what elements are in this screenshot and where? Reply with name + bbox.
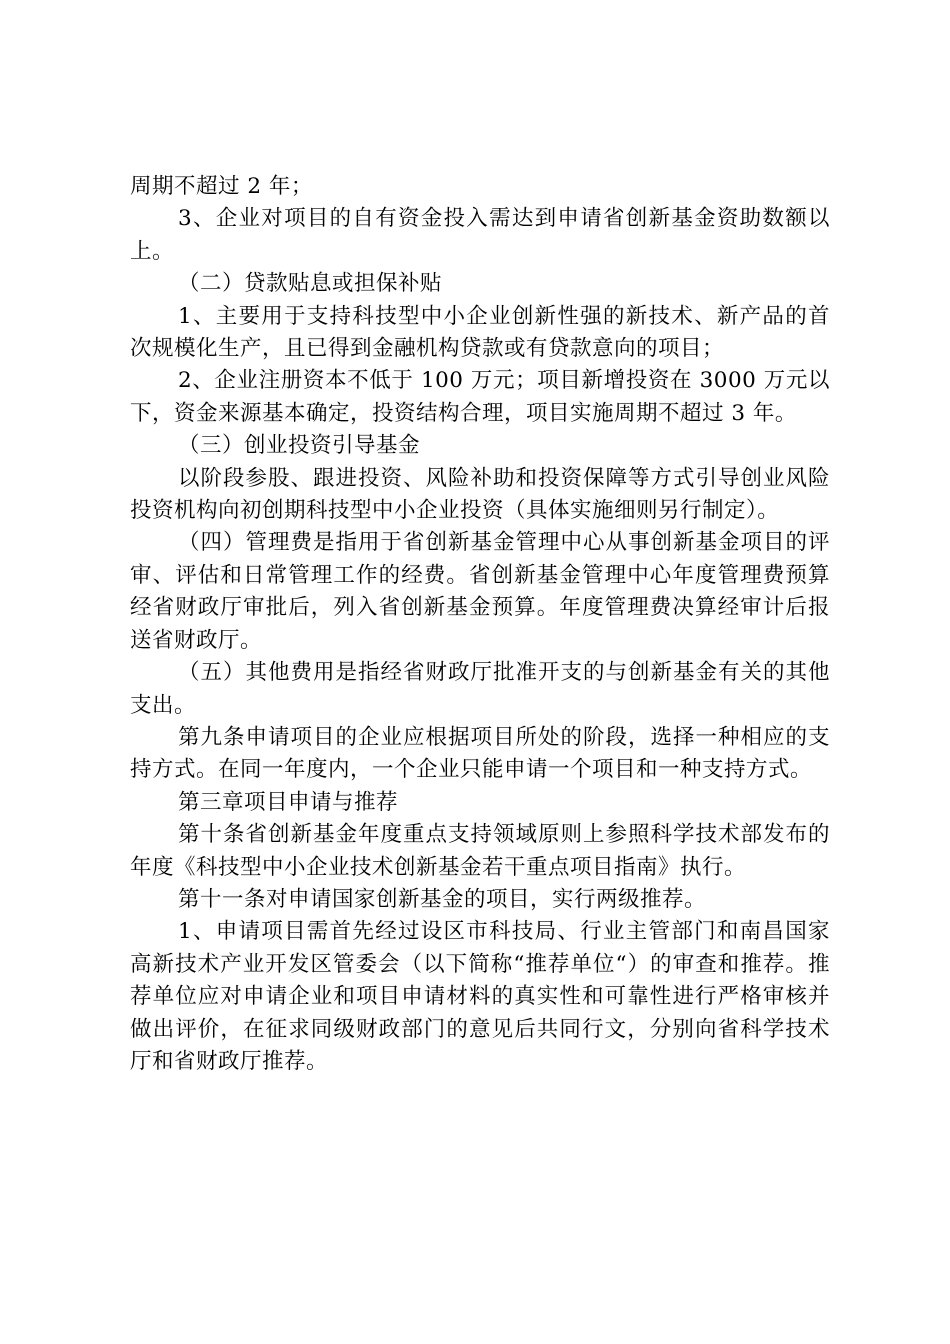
- document-body: [130, 171, 830, 1078]
- paragraph-period-limit: 周期不超过 2 年；: [130, 174, 313, 199]
- heading-venture-fund: （三）创业投资引导基金: [178, 433, 421, 459]
- paragraph-article-eleven: 第十一条对申请国家创新基金的项目，实行两级推荐。: [178, 886, 707, 912]
- paragraph-article-ten: 第十条省创新基金年度重点支持领域原则上参照科学技术部发布的年度《科技型中小企业技术创新基金若干重点项目指南》执行。: [130, 822, 830, 880]
- paragraph-loan-purpose: 1、主要用于支持科技型中小企业创新性强的新技术、新产品的首次规模化生产，且已得到金融机构贷款或有贷款意向的项目；: [130, 303, 830, 362]
- heading-chapter-three: 第三章项目申请与推荐: [178, 789, 399, 815]
- paragraph-other-costs: （五）其他费用是指经省财政厅批准开支的与创新基金有关的其他支出。: [130, 660, 830, 718]
- paragraph-venture-fund: 以阶段参股、跟进投资、风险补助和投资保障等方式引导创业风险投资机构向初创期科技型中小企业投资（具体实施细则另行制定）。: [130, 465, 830, 524]
- paragraph-management-fee: （四）管理费是指用于省创新基金管理中心从事创新基金项目的评审、评估和日常管理工作的经费。省创新基金管理中心年度管理费预算经省财政厅审批后，列入省创新基金预算。年度管理费决算经审计后报送省财政厅。: [130, 530, 830, 653]
- paragraph-registered-capital: 2、企业注册资本不低于 100 万元；项目新增投资在 3000 万元以下，资金来源基本确定，投资结构合理，项目实施周期不超过 3 年。: [130, 368, 830, 426]
- heading-loan-subsidy: （二）贷款贴息或担保补贴: [178, 271, 443, 297]
- paragraph-recommendation: 1、申请项目需首先经过设区市科技局、行业主管部门和南昌国家高新技术产业开发区管委会（以下简称“推荐单位“）的审查和推荐。推荐单位应对申请企业和项目申请材料的真实性和可靠性进行严格审核并做出评价，在征求同级财政部门的意见后共同行文，分别向省科学技术厅和省财政厅推荐。: [130, 919, 830, 1074]
- paragraph-self-funding: 3、企业对项目的自有资金投入需达到申请省创新基金资助数额以上。: [130, 206, 830, 264]
- paragraph-article-nine: 第九条申请项目的企业应根据项目所处的阶段，选择一种相应的支持方式。在同一年度内，一个企业只能申请一个项目和一种支持方式。: [130, 724, 830, 783]
